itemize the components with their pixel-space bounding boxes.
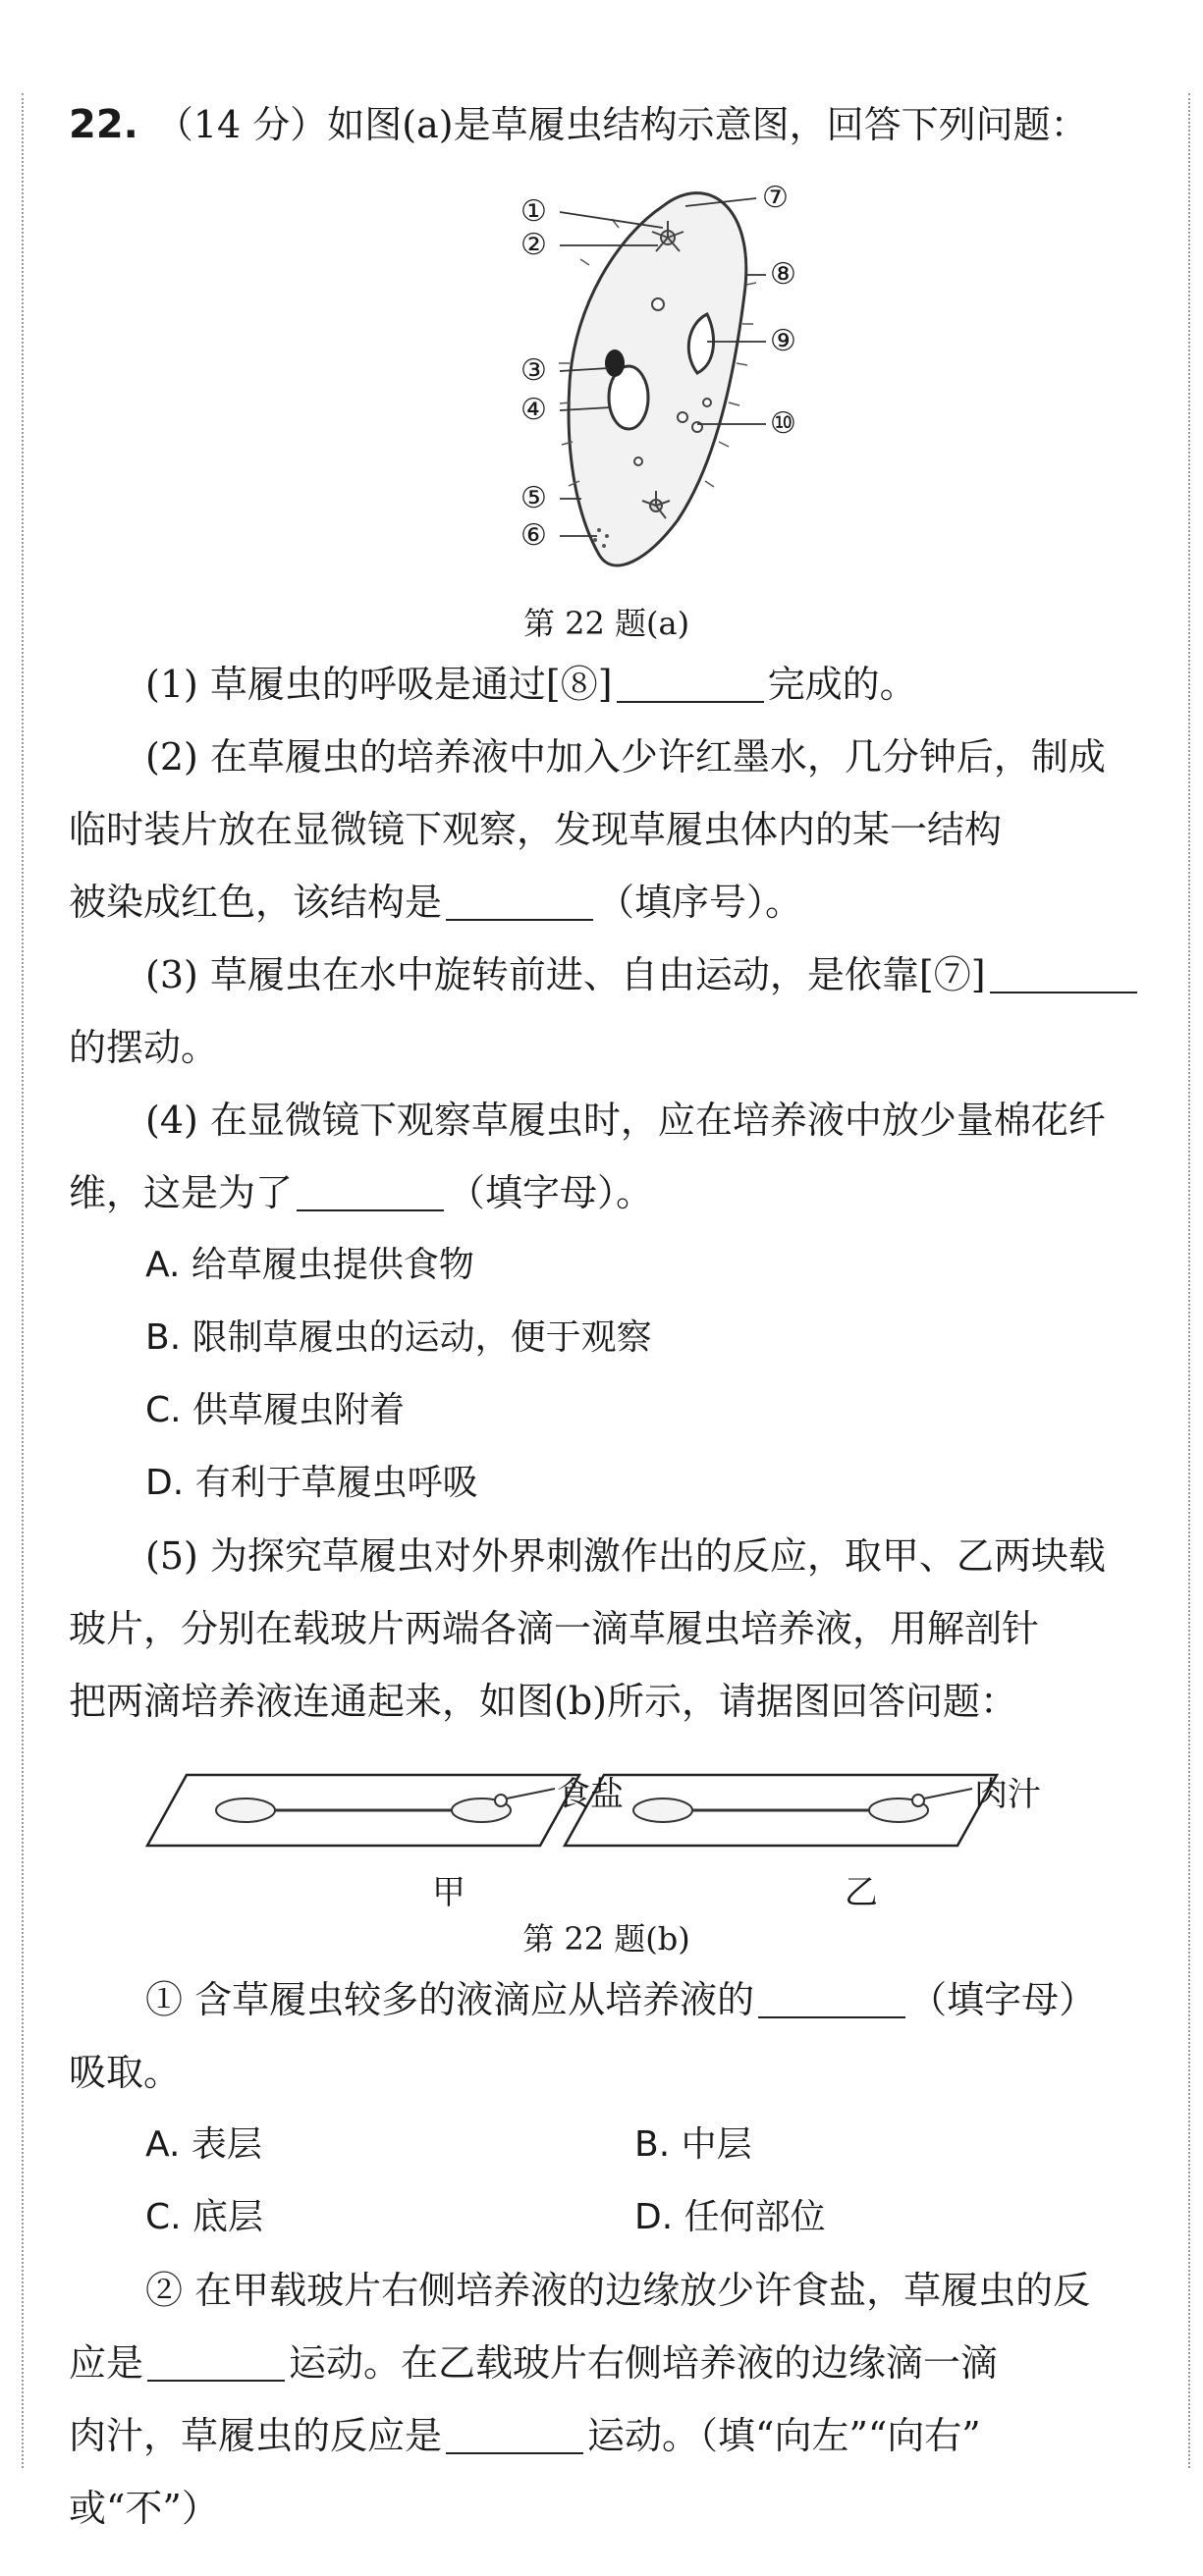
part1-options-row2 <box>69 2181 1144 2254</box>
sub2-text-before: 被染成红色，该结构是 <box>69 881 443 924</box>
sub2-line2: 临时装片放在显微镜下观察，发现草履虫体内的某一结构 <box>69 808 1003 851</box>
label-7: ⑦ <box>762 181 789 215</box>
answer-blank-3[interactable] <box>990 952 1137 993</box>
sub3-line2: 的摆动。 <box>69 1026 219 1069</box>
label-6: ⑥ <box>520 518 547 553</box>
part1-line1 <box>69 1963 1144 2036</box>
sub4-text-before: 维，这是为了 <box>69 1171 294 1214</box>
part1-line2: 吸取。 <box>69 2051 182 2094</box>
sub1-text-after: 完成的。 <box>767 663 917 706</box>
part2-text-before: 应是 <box>69 2341 144 2385</box>
label-10: ⑩ <box>770 406 796 441</box>
figure-a <box>69 167 1144 599</box>
label-9: ⑨ <box>770 324 796 358</box>
slide-a-name: 甲 <box>432 1873 465 1912</box>
part2-line3-after: 运动。（填“向左”“向右” <box>587 2414 981 2457</box>
answer-blank-4[interactable] <box>297 1170 444 1211</box>
sub3-line1 <box>69 939 1144 1011</box>
part1-option-b: B. 中层 <box>634 2124 752 2165</box>
figure-a-caption: 第 22 题(a) <box>522 605 690 642</box>
part2-text-after: 运动。在乙载玻片右侧培养液的边缘滴一滴 <box>289 2341 999 2385</box>
question-number: 22. <box>69 102 138 147</box>
answer-blank-5[interactable] <box>758 1977 905 2018</box>
salt-label: 食盐 <box>557 1775 624 1814</box>
part1-option-a: A. 表层 <box>145 2124 262 2165</box>
question-22 <box>69 88 1144 2545</box>
option-b: B. 限制草履虫的运动，便于观察 <box>145 1317 652 1358</box>
part2-line4: 或“不”） <box>69 2487 219 2530</box>
figure-b-caption: 第 22 题(b) <box>522 1920 690 1958</box>
question-intro <box>69 88 1144 161</box>
option-c: C. 供草履虫附着 <box>145 1390 406 1430</box>
label-4: ④ <box>520 393 547 427</box>
answer-blank-1[interactable] <box>617 662 764 703</box>
part2-line3 <box>69 2399 1144 2472</box>
sub3-text-before: (3) 草履虫在水中旋转前进、自由运动，是依靠[⑦] <box>145 953 986 996</box>
sub5-line1: (5) 为探究草履虫对外界刺激作出的反应，取甲、乙两块载 <box>145 1534 1106 1578</box>
part1-options-row1 <box>69 2109 1144 2181</box>
label-5: ⑤ <box>520 481 547 515</box>
part1-option-d: D. 任何部位 <box>634 2197 826 2237</box>
sub4-text-after: （填字母）。 <box>448 1171 654 1214</box>
slide-b-name: 乙 <box>845 1873 878 1912</box>
option-a: A. 给草履虫提供食物 <box>145 1245 474 1285</box>
label-3: ③ <box>520 353 547 388</box>
sub5-line3: 把两滴培养液连通起来，如图(b)所示，请据图回答问题： <box>69 1680 1017 1723</box>
label-2: ② <box>520 228 547 262</box>
right-dotted-border <box>1188 93 1190 2468</box>
left-dotted-border <box>22 93 24 2468</box>
answer-blank-2[interactable] <box>446 880 593 921</box>
part2-line2 <box>69 2327 1144 2399</box>
sub4-line2 <box>69 1156 1144 1229</box>
sub2-text-after: （填序号）。 <box>597 881 803 924</box>
sub2-line1: (2) 在草履虫的培养液中加入少许红墨水，几分钟后，制成 <box>145 735 1106 778</box>
label-1: ① <box>520 194 547 229</box>
sub5-line2: 玻片，分别在载玻片两端各滴一滴草履虫培养液，用解剖针 <box>69 1607 1040 1650</box>
question-intro-text: （14 分）如图(a)是草履虫结构示意图，回答下列问题： <box>155 103 1088 146</box>
figure-b <box>69 1767 1144 1914</box>
part1-text-after: （填字母） <box>909 1978 1097 2021</box>
paramecium-diagram <box>69 167 1144 599</box>
answer-blank-6[interactable] <box>147 2340 285 2382</box>
sub4-line1: (4) 在显微镜下观察草履虫时，应在培养液中放少量棉花纤 <box>145 1099 1106 1142</box>
part2-line3-before: 肉汁，草履虫的反应是 <box>69 2414 443 2457</box>
answer-blank-7[interactable] <box>446 2413 583 2454</box>
label-8: ⑧ <box>770 257 796 292</box>
option-d: D. 有利于草履虫呼吸 <box>145 1463 478 1503</box>
part1-text-before: ① 含草履虫较多的液滴应从培养液的 <box>145 1978 755 2021</box>
part1-option-c: C. 底层 <box>145 2197 264 2237</box>
sub2-line3 <box>69 866 1144 939</box>
meat-juice-label: 肉汁 <box>974 1775 1041 1814</box>
sub-question-1 <box>69 648 1144 721</box>
part2-line1: ② 在甲载玻片右侧培养液的边缘放少许食盐，草履虫的反 <box>145 2269 1091 2312</box>
sub1-text-before: (1) 草履虫的呼吸是通过[⑧] <box>145 663 613 706</box>
